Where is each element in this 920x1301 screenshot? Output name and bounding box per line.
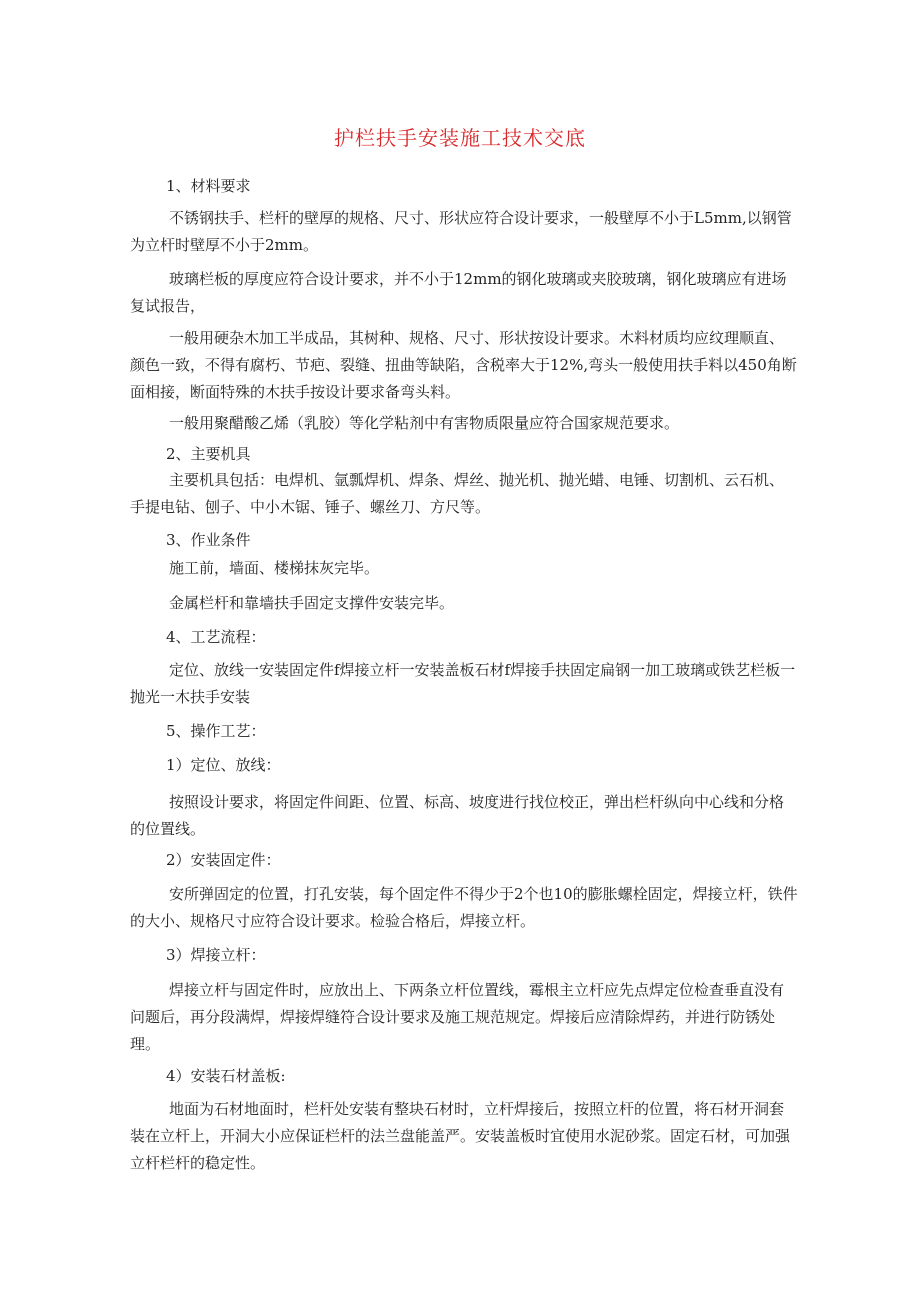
- section-heading-conditions: 3、作业条件: [166, 531, 251, 549]
- paragraph-positioning: 按照设计要求，将固定件间距、位置、标高、坡度进行找位校正，弹出栏杆纵向中心线和分格的位置线。: [130, 793, 785, 838]
- paragraph-tools-list: 主要机具包括：电焊机、氩瓢焊机、焊条、焊丝、抛光机、抛光蜡、电锤、切割机、云石机、手提电钻、刨子、中小木锯、锤子、螺丝刀、方尺等。: [130, 471, 785, 516]
- step-heading-weld-posts: 3）焊接立杆：: [166, 946, 266, 964]
- paragraph-process-flow: 定位、放线一安装固定件f焊接立杆一安装盖板石材f焊接手扶固定扁钢一加工玻璃或铁艺栏板一抛光一木扶手安装: [130, 661, 796, 706]
- section-heading-tools: 2、主要机具: [166, 445, 251, 463]
- step-heading-stone-cover: 4）安装石材盖板:: [166, 1067, 286, 1085]
- paragraph-stone-cover: 地面为石材地面时，栏杆处安装有整块石材时，立杆焊接后，按照立杆的位置，将石材开洞套装在立杆上，开洞大小应保证栏杆的法兰盘能盖严。安装盖板时宜使用水泥砂浆。固定石材，可加强立杆栏杆的稳定性。: [130, 1100, 791, 1172]
- paragraph-adhesive: 一般用聚醋酸乙烯（乳胶）等化学粘剂中有害物质限量应符合国家规范要求。: [169, 414, 680, 432]
- section-heading-materials: 1、材料要求: [166, 177, 251, 195]
- step-heading-fixtures: 2）安装固定件：: [166, 851, 281, 869]
- section-heading-process-flow: 4、工艺流程：: [166, 628, 266, 646]
- paragraph-wood-handrail: 一般用硬杂木加工半成品，其树种、规格、尺寸、形状按设计要求。木料材质均应纹理顺直、颜色一致，不得有腐朽、节疤、裂缝、扭曲等缺陷，含税率大于12%,弯头一般使用扶手料以450角断面相接，断面特殊的木扶手按设计要求备弯头料。: [130, 329, 797, 401]
- step-heading-positioning: 1）定位、放线：: [166, 756, 281, 774]
- paragraph-supports: 金属栏杆和靠墙扶手固定支撑件安装完毕。: [169, 594, 455, 612]
- paragraph-plastering: 施工前，墙面、楼梯抹灰完毕。: [169, 559, 380, 577]
- document-title: 护栏扶手安装施工技术交底: [334, 126, 586, 150]
- section-heading-operations: 5、操作工艺：: [166, 722, 266, 740]
- paragraph-glass-panel: 玻璃栏板的厚度应符合设计要求，并不小于12mm的钢化玻璃或夹胶玻璃，钢化玻璃应有进场复试报告，: [130, 270, 787, 315]
- paragraph-steel-handrail: 不锈钢扶手、栏杆的壁厚的规格、尺寸、形状应符合设计要求，一般壁厚不小于L5mm,以钢管为立杆时壁厚不小于2mm。: [130, 209, 792, 254]
- paragraph-fixtures: 安所弹固定的位置，打孔安装，每个固定件不得少于2个也10的膨胀螺栓固定，焊接立杆，铁件的大小、规格尺寸应符合设计要求。检验合格后，焊接立杆。: [130, 885, 798, 930]
- paragraph-weld-posts: 焊接立杆与固定件时，应放出上、下两条立杆位置线，霉根主立杆应先点焊定位检查垂直没有问题后，再分段满焊，焊接焊缝符合设计要求及施工规范规定。焊接后应清除焊药，并进行防锈处理。: [130, 981, 785, 1053]
